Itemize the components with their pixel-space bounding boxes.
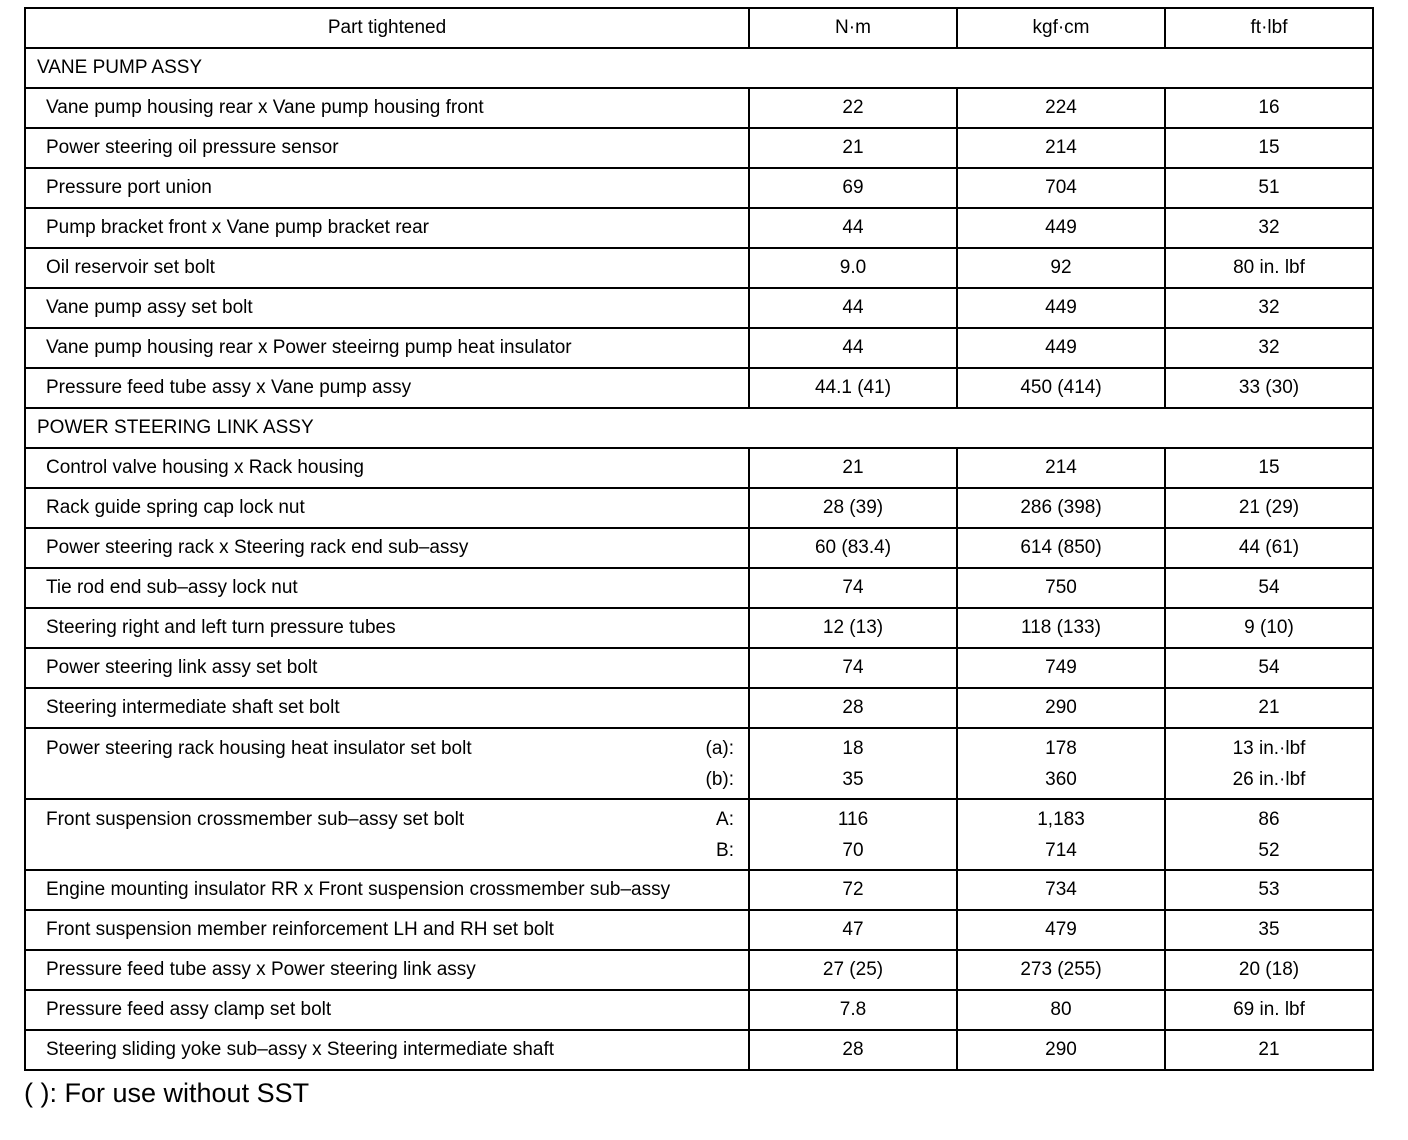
table-row — [25, 648, 1373, 688]
nm-cell: 9.0 — [749, 248, 957, 288]
ft-cell: 54 — [1165, 648, 1373, 688]
part-cell: Tie rod end sub–assy lock nut — [25, 568, 749, 608]
kgf-cell: 750 — [957, 568, 1165, 608]
nm-cell: 28 — [749, 1030, 957, 1070]
footnote: ( ): For use without SST — [24, 1078, 310, 1108]
nm-cell: 69 — [749, 168, 957, 208]
nm-cell: 44.1 (41) — [749, 368, 957, 408]
kgf-cell: 214 — [957, 128, 1165, 168]
part-cell: Pump bracket front x Vane pump bracket rear — [25, 208, 749, 248]
part-cell — [25, 799, 749, 870]
kgf-cell: 273 (255) — [957, 950, 1165, 990]
ft-cell: 21 — [1165, 1030, 1373, 1070]
torque-spec-table — [24, 7, 1374, 1071]
ft-cell — [1165, 799, 1373, 870]
section-title: POWER STEERING LINK ASSY — [25, 408, 1373, 448]
table-row — [25, 88, 1373, 128]
header-nm: N·m — [749, 8, 957, 48]
nm-cell: 28 — [749, 688, 957, 728]
nm-cell: 44 — [749, 208, 957, 248]
nm-cell: 12 (13) — [749, 608, 957, 648]
part-cell: Power steering rack x Steering rack end sub–assy — [25, 528, 749, 568]
part-name: Front suspension crossmember sub–assy set bolt — [46, 808, 465, 830]
ft-cell: 15 — [1165, 128, 1373, 168]
part-cell: Vane pump housing rear x Power steeirng pump heat insulator — [25, 328, 749, 368]
ft-cell: 33 (30) — [1165, 368, 1373, 408]
nm-cell — [749, 728, 957, 799]
ft-cell: 54 — [1165, 568, 1373, 608]
kgf-cell: 449 — [957, 288, 1165, 328]
kgf-cell: 214 — [957, 448, 1165, 488]
kgf-cell — [957, 728, 1165, 799]
header-part: Part tightened — [25, 8, 749, 48]
nm-cell: 28 (39) — [749, 488, 957, 528]
ft-cell: 69 in. lbf — [1165, 990, 1373, 1030]
nm-cell: 7.8 — [749, 990, 957, 1030]
ft-cell: 9 (10) — [1165, 608, 1373, 648]
ft-cell: 32 — [1165, 288, 1373, 328]
kgf-cell: 290 — [957, 688, 1165, 728]
table-row — [25, 568, 1373, 608]
kgf-cell: 450 (414) — [957, 368, 1165, 408]
table-row — [25, 688, 1373, 728]
nm-cell: 74 — [749, 648, 957, 688]
kgf-value: 714 — [1045, 839, 1077, 861]
ft-cell: 20 (18) — [1165, 950, 1373, 990]
section-title: VANE PUMP ASSY — [25, 48, 1373, 88]
part-cell: Steering right and left turn pressure tubes — [25, 608, 749, 648]
ft-value: 26 in.·lbf — [1232, 768, 1306, 790]
table-row — [25, 1030, 1373, 1070]
part-cell: Steering intermediate shaft set bolt — [25, 688, 749, 728]
section-row — [25, 408, 1373, 448]
part-name: Power steering rack housing heat insulator set bolt — [46, 737, 472, 759]
ft-cell: 44 (61) — [1165, 528, 1373, 568]
part-cell: Steering sliding yoke sub–assy x Steering intermediate shaft — [25, 1030, 749, 1070]
table-row — [25, 288, 1373, 328]
kgf-cell: 92 — [957, 248, 1165, 288]
table-row — [25, 168, 1373, 208]
ft-cell: 21 (29) — [1165, 488, 1373, 528]
header-ft: ft·lbf — [1165, 8, 1373, 48]
nm-cell — [749, 799, 957, 870]
nm-cell: 44 — [749, 288, 957, 328]
part-cell: Power steering oil pressure sensor — [25, 128, 749, 168]
ft-cell: 21 — [1165, 688, 1373, 728]
part-cell: Pressure feed tube assy x Vane pump assy — [25, 368, 749, 408]
ft-cell: 16 — [1165, 88, 1373, 128]
kgf-cell: 224 — [957, 88, 1165, 128]
ft-value: 52 — [1258, 839, 1280, 861]
part-cell: Control valve housing x Rack housing — [25, 448, 749, 488]
nm-cell: 47 — [749, 910, 957, 950]
table-row — [25, 799, 1373, 870]
ft-cell: 32 — [1165, 208, 1373, 248]
table-row — [25, 950, 1373, 990]
table-row — [25, 990, 1373, 1030]
kgf-cell: 449 — [957, 328, 1165, 368]
ft-cell: 80 in. lbf — [1165, 248, 1373, 288]
table-row — [25, 608, 1373, 648]
part-cell: Pressure feed assy clamp set bolt — [25, 990, 749, 1030]
kgf-cell — [957, 799, 1165, 870]
nm-value: 35 — [842, 768, 864, 790]
nm-cell: 21 — [749, 128, 957, 168]
kgf-cell: 614 (850) — [957, 528, 1165, 568]
nm-cell: 72 — [749, 870, 957, 910]
table-row — [25, 910, 1373, 950]
part-cell: Pressure feed tube assy x Power steering link assy — [25, 950, 749, 990]
table-row — [25, 128, 1373, 168]
kgf-cell: 80 — [957, 990, 1165, 1030]
kgf-value: 1,183 — [1037, 808, 1085, 830]
kgf-cell: 286 (398) — [957, 488, 1165, 528]
table-row — [25, 528, 1373, 568]
table-row — [25, 870, 1373, 910]
table-row — [25, 728, 1373, 799]
table-row — [25, 208, 1373, 248]
nm-cell: 21 — [749, 448, 957, 488]
nm-value: 18 — [842, 737, 864, 759]
kgf-cell: 749 — [957, 648, 1165, 688]
header-kgf: kgf·cm — [957, 8, 1165, 48]
table-row — [25, 448, 1373, 488]
part-cell: Oil reservoir set bolt — [25, 248, 749, 288]
sub-label: (b): — [705, 768, 734, 790]
ft-cell: 35 — [1165, 910, 1373, 950]
table-row — [25, 488, 1373, 528]
kgf-value: 360 — [1045, 768, 1077, 790]
ft-cell — [1165, 728, 1373, 799]
ft-cell: 53 — [1165, 870, 1373, 910]
ft-value: 86 — [1258, 808, 1280, 830]
kgf-cell: 479 — [957, 910, 1165, 950]
kgf-cell: 118 (133) — [957, 608, 1165, 648]
nm-cell: 27 (25) — [749, 950, 957, 990]
part-cell: Vane pump assy set bolt — [25, 288, 749, 328]
kgf-cell: 704 — [957, 168, 1165, 208]
sub-label: (a): — [705, 737, 734, 759]
section-row — [25, 48, 1373, 88]
ft-cell: 15 — [1165, 448, 1373, 488]
kgf-cell: 290 — [957, 1030, 1165, 1070]
table-body — [25, 48, 1373, 1070]
part-cell: Power steering link assy set bolt — [25, 648, 749, 688]
nm-cell: 74 — [749, 568, 957, 608]
part-cell: Engine mounting insulator RR x Front suspension crossmember sub–assy — [25, 870, 749, 910]
part-cell — [25, 728, 749, 799]
kgf-cell: 449 — [957, 208, 1165, 248]
part-cell: Rack guide spring cap lock nut — [25, 488, 749, 528]
nm-value: 116 — [837, 808, 869, 830]
kgf-cell: 734 — [957, 870, 1165, 910]
header-row — [25, 8, 1373, 48]
nm-cell: 44 — [749, 328, 957, 368]
nm-cell: 22 — [749, 88, 957, 128]
sub-labels — [706, 733, 749, 795]
sub-label: B: — [716, 839, 734, 861]
ft-cell: 32 — [1165, 328, 1373, 368]
table-row — [25, 328, 1373, 368]
part-cell: Pressure port union — [25, 168, 749, 208]
ft-value: 13 in.·lbf — [1232, 737, 1306, 759]
sub-label: A: — [716, 808, 734, 830]
sub-labels — [716, 804, 748, 866]
ft-cell: 51 — [1165, 168, 1373, 208]
table-row — [25, 368, 1373, 408]
nm-cell: 60 (83.4) — [749, 528, 957, 568]
part-cell: Front suspension member reinforcement LH and RH set bolt — [25, 910, 749, 950]
kgf-value: 178 — [1045, 737, 1077, 759]
part-cell: Vane pump housing rear x Vane pump housing front — [25, 88, 749, 128]
table-row — [25, 248, 1373, 288]
nm-value: 70 — [842, 839, 864, 861]
